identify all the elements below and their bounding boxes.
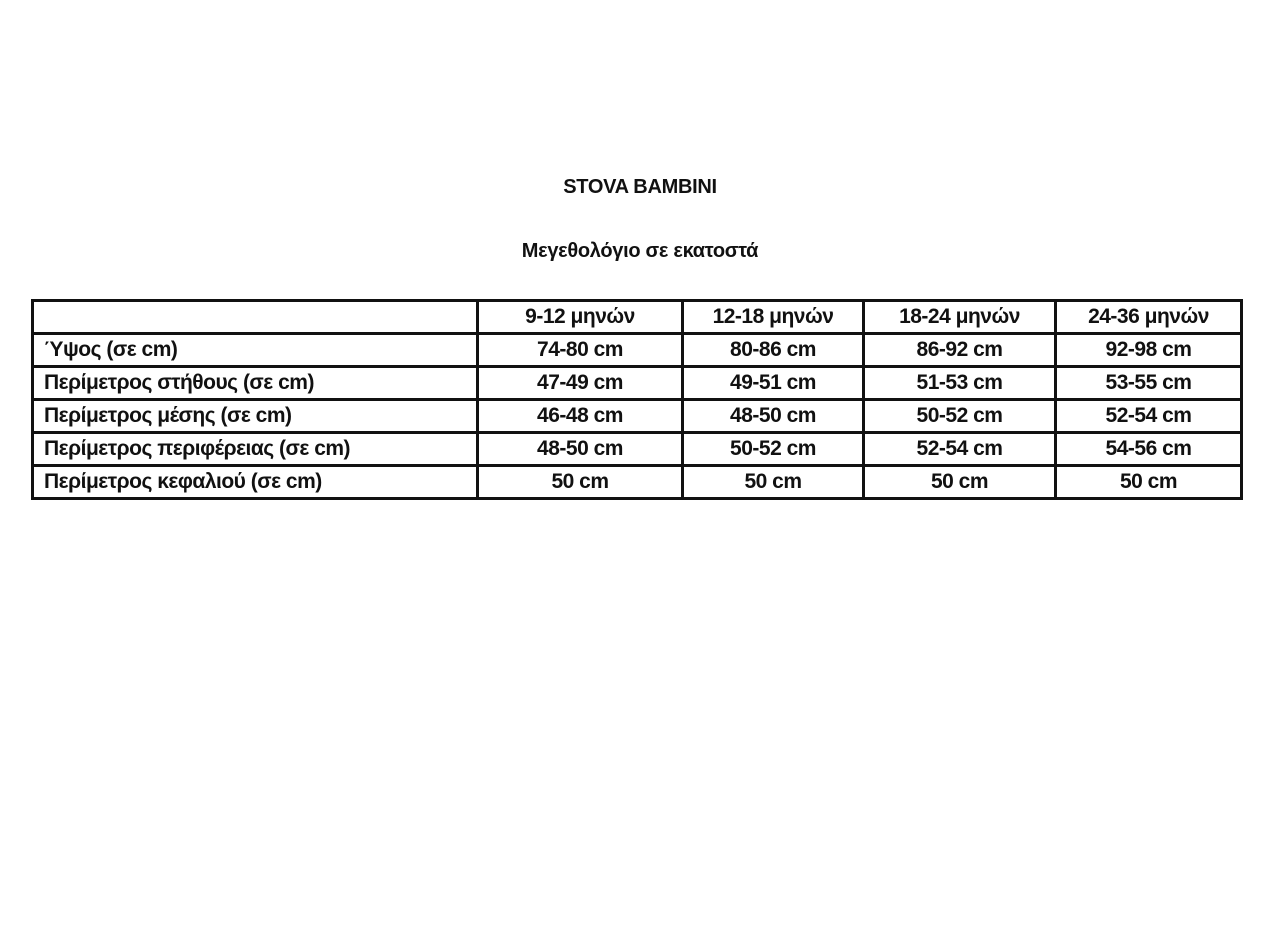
header-cell-24-36: 24-36 μηνών bbox=[1056, 301, 1242, 334]
table-row bbox=[33, 400, 1242, 433]
table-row bbox=[33, 367, 1242, 400]
table-cell: 47-49 cm bbox=[478, 367, 683, 400]
row-label-hips: Περίμετρος περιφέρειας (σε cm) bbox=[33, 433, 478, 466]
table-cell: 50 cm bbox=[1056, 466, 1242, 499]
header-cell-12-18: 12-18 μηνών bbox=[683, 301, 864, 334]
table-row bbox=[33, 466, 1242, 499]
row-label-height: Ύψος (σε cm) bbox=[33, 334, 478, 367]
table-cell: 52-54 cm bbox=[1056, 400, 1242, 433]
size-chart-table bbox=[31, 299, 1243, 500]
header-cell-9-12: 9-12 μηνών bbox=[478, 301, 683, 334]
document-title: STOVA BAMBINI bbox=[563, 176, 717, 198]
table-cell: 86-92 cm bbox=[864, 334, 1056, 367]
row-label-chest: Περίμετρος στήθους (σε cm) bbox=[33, 367, 478, 400]
table-cell: 53-55 cm bbox=[1056, 367, 1242, 400]
table-cell: 50 cm bbox=[478, 466, 683, 499]
table-cell: 50-52 cm bbox=[683, 433, 864, 466]
table-cell: 92-98 cm bbox=[1056, 334, 1242, 367]
table-cell: 51-53 cm bbox=[864, 367, 1056, 400]
table-cell: 80-86 cm bbox=[683, 334, 864, 367]
table-row bbox=[33, 334, 1242, 367]
table-cell: 50-52 cm bbox=[864, 400, 1056, 433]
header-cell-18-24: 18-24 μηνών bbox=[864, 301, 1056, 334]
table-header-row bbox=[33, 301, 1242, 334]
table-cell: 50 cm bbox=[864, 466, 1056, 499]
table-cell: 48-50 cm bbox=[683, 400, 864, 433]
table-cell: 54-56 cm bbox=[1056, 433, 1242, 466]
table-cell: 52-54 cm bbox=[864, 433, 1056, 466]
table-cell: 49-51 cm bbox=[683, 367, 864, 400]
table-cell: 46-48 cm bbox=[478, 400, 683, 433]
header-cell-empty bbox=[33, 301, 478, 334]
table-row bbox=[33, 433, 1242, 466]
row-label-waist: Περίμετρος μέσης (σε cm) bbox=[33, 400, 478, 433]
row-label-head: Περίμετρος κεφαλιού (σε cm) bbox=[33, 466, 478, 499]
table-cell: 50 cm bbox=[683, 466, 864, 499]
table-cell: 48-50 cm bbox=[478, 433, 683, 466]
table-cell: 74-80 cm bbox=[478, 334, 683, 367]
document-subtitle: Μεγεθολόγιο σε εκατοστά bbox=[521, 240, 759, 262]
